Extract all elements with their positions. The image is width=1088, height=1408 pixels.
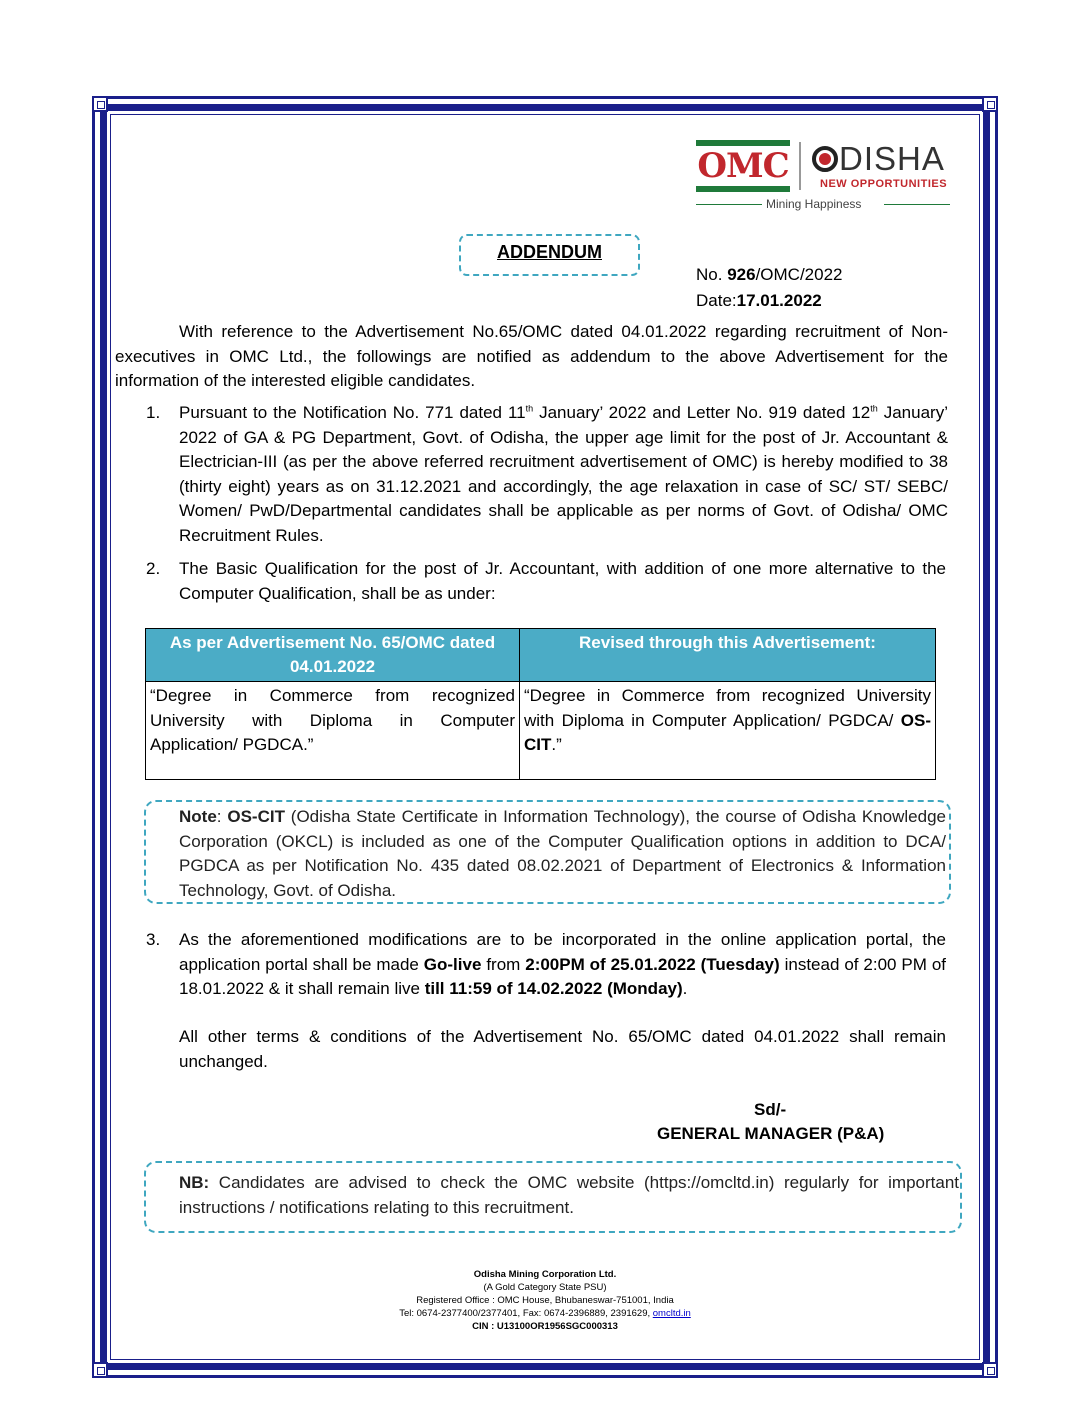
tagline-line-left: [696, 204, 762, 205]
tagline-line-right: [884, 204, 950, 205]
footer-office: Registered Office : OMC House, Bhubaneswar-751001, India: [416, 1295, 674, 1306]
footer-category: (A Gold Category State PSU): [483, 1282, 607, 1293]
table-header-old: As per Advertisement No. 65/OMC dated 04.01.2022: [146, 629, 520, 682]
nb-text: [179, 1171, 959, 1220]
logo-tagline: Mining Happiness: [766, 197, 862, 211]
odisha-logo-text: DISHA: [839, 140, 945, 177]
corner-ornament-bl: [92, 1362, 108, 1378]
footer-website-link[interactable]: omcltd.in: [652, 1308, 691, 1319]
corner-ornament-tr: [982, 96, 998, 112]
closing-paragraph: All other terms & conditions of the Advertisement No. 65/OMC dated 04.01.2022 shall remain unchanged.: [179, 1027, 946, 1071]
note-label: Note: [179, 807, 217, 826]
revised-end: .”: [551, 735, 562, 754]
odisha-logo-subtitle: NEW OPPORTUNITIES: [820, 178, 948, 190]
reference-block: [696, 262, 843, 314]
revised-text: “Degree in Commerce from recognized University with Diploma in Computer Application/ PGDCA/: [524, 686, 931, 730]
note-body: (Odisha State Certificate in Information Technology), the course of Odisha Knowledge Corporation (OKCL) is included as one of the Computer Qualification options in addition to DCA/ PGDCA as per Notification No. 435 dated 08.02.2021 of Department of Electronics & Information Technology, Govt. of Odisha.: [179, 807, 946, 900]
corner-ornament-br: [982, 1362, 998, 1378]
logo-divider: [799, 142, 801, 190]
note-text: [179, 805, 946, 903]
item-3-part: instead of 2:00 PM of 18.01.2022 & it shall remain live: [179, 954, 946, 998]
item-2-number: 2.: [146, 559, 161, 578]
footer-tel: Tel: 0674-2377400/2377401, Fax: 0674-2396889, 2391629,: [399, 1308, 653, 1319]
intro-paragraph: With reference to the Advertisement No.65/OMC dated 04.01.2022 regarding recruitment of Non-executives in OMC Ltd., the followings are notified as addendum to the above Advertisement for the information of the interested eligible candidates.: [115, 322, 948, 390]
item-3-number: 3.: [146, 930, 161, 949]
item-1-text: [179, 401, 948, 548]
table-cell-revised-qualification: [520, 682, 936, 780]
note-colon: :: [216, 807, 228, 826]
corner-ornament-tl: [92, 96, 108, 112]
item-1-part: January’ 2022 and Letter No. 919 dated 12: [533, 403, 871, 422]
signature-sd: Sd/-: [754, 1100, 787, 1119]
item-1-sup: th: [870, 403, 878, 414]
item-3-part: As the aforementioned modifications are to be incorporated in the online application portal, the application portal shall be made: [179, 930, 946, 974]
note-bold: OS-CIT: [227, 807, 285, 826]
ref-prefix: No.: [696, 265, 728, 284]
footer-cin: CIN : U13100OR1956SGC000313: [472, 1321, 618, 1332]
item-3-bold: Go-live: [423, 954, 482, 974]
ref-suffix: /OMC/2022: [755, 265, 843, 284]
date-value: 17.01.2022: [736, 291, 822, 310]
addendum-title-box: [459, 234, 640, 276]
footer: [300, 1268, 790, 1333]
signature-designation: GENERAL MANAGER (P&A): [657, 1124, 885, 1143]
ref-num: 926: [727, 265, 756, 284]
nb-label: NB:: [179, 1173, 210, 1192]
footer-contact: [300, 1307, 790, 1320]
table-row: [146, 682, 936, 780]
item-1-part: Pursuant to the Notification No. 771 dated 11: [179, 403, 526, 422]
revised-bold: OS-CIT: [524, 710, 931, 754]
item-3-part: from: [481, 954, 526, 974]
item-3-bold: 2:00PM of 25.01.2022 (Tuesday): [525, 954, 780, 974]
page-title: ADDENDUM: [497, 242, 602, 262]
table-cell-old-qualification: “Degree in Commerce from recognized University with Diploma in Computer Application/ PGDCA.”: [146, 682, 520, 780]
date-label: Date:: [696, 291, 737, 310]
item-3-text: [179, 928, 946, 1002]
item-1-sup: th: [525, 403, 534, 414]
odisha-logo-word: [812, 140, 945, 178]
item-3-bold: till 11:59 of 14.02.2022 (Monday): [424, 979, 683, 998]
nb-body: Candidates are advised to check the OMC website (https://omcltd.in) regularly for important instructions / notifications relating to this recruitment.: [179, 1173, 959, 1217]
odisha-o-icon: [812, 146, 838, 172]
omc-logo-mark: [696, 140, 790, 192]
reference-number: [696, 262, 843, 288]
item-1-part: January’ 2022 of GA & PG Department, Govt. of Odisha, the upper age limit for the post of Jr. Accountant & Electrician-III (as per the above referred recruitment advertisement of OMC) is hereby modified to 38 (thirty eight) years as on 31.12.2021 and accordingly, the age relaxation in case of SC/ ST/ SEBC/ Women/ PwD/Departmental candidates shall be applicable as per norms of Govt. of Odisha/ OMC Recruitment Rules.: [179, 403, 948, 545]
reference-date: [696, 288, 843, 314]
omc-logo-text: OMC: [697, 146, 789, 186]
item-3-part: .: [682, 979, 688, 998]
item-1-number: 1.: [146, 403, 161, 422]
table-header-revised: Revised through this Advertisement:: [520, 629, 936, 682]
table-header-row: [146, 629, 936, 682]
footer-company: Odisha Mining Corporation Ltd.: [473, 1269, 617, 1280]
qualification-table: [145, 628, 936, 780]
omc-odisha-logo: [696, 140, 954, 214]
item-2-text: The Basic Qualification for the post of Jr. Accountant, with addition of one more alternative to the Computer Qualification, shall be as under:: [179, 559, 946, 603]
